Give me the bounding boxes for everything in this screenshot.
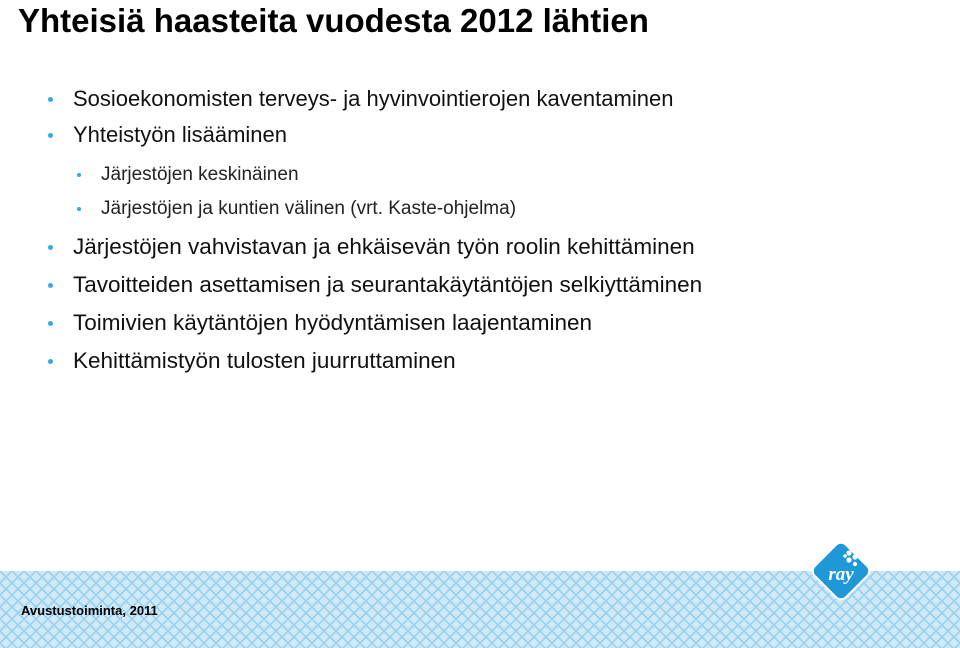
- sub-bullet-text: Järjestöjen ja kuntien välinen (vrt. Kaste-ohjelma): [101, 198, 517, 219]
- ray-logo-icon: [805, 535, 877, 607]
- bullet-text: Järjestöjen vahvistavan ja ehkäisevän työn roolin kehittäminen: [73, 234, 695, 259]
- bullet-dot-icon: [48, 283, 53, 288]
- slide-title: Yhteisiä haasteita vuodesta 2012 lähtien: [18, 2, 649, 39]
- footer-text: Avustustoiminta, 2011: [21, 603, 158, 618]
- sub-bullet-text: Järjestöjen keskinäinen: [101, 164, 299, 185]
- bullet-dot-icon: [48, 321, 53, 326]
- logo-text: ray: [828, 564, 854, 585]
- bullet-text: Sosioekonomisten terveys- ja hyvinvointierojen kaventaminen: [73, 86, 674, 111]
- bullet-dot-icon: [77, 207, 81, 211]
- bullet-dot-icon: [48, 133, 53, 138]
- bullet-dot-icon: [48, 359, 53, 364]
- bullet-text: Yhteistyön lisääminen: [73, 122, 288, 147]
- bullet-dot-icon: [48, 245, 53, 250]
- bullet-text: Kehittämistyön tulosten juurruttaminen: [73, 348, 456, 373]
- bullet-text: Toimivien käytäntöjen hyödyntämisen laajentaminen: [73, 310, 593, 335]
- bullet-dot-icon: [48, 97, 53, 102]
- bullet-dot-icon: [77, 173, 81, 177]
- bullet-text: Tavoitteiden asettamisen ja seurantakäytäntöjen selkiyttäminen: [73, 272, 703, 297]
